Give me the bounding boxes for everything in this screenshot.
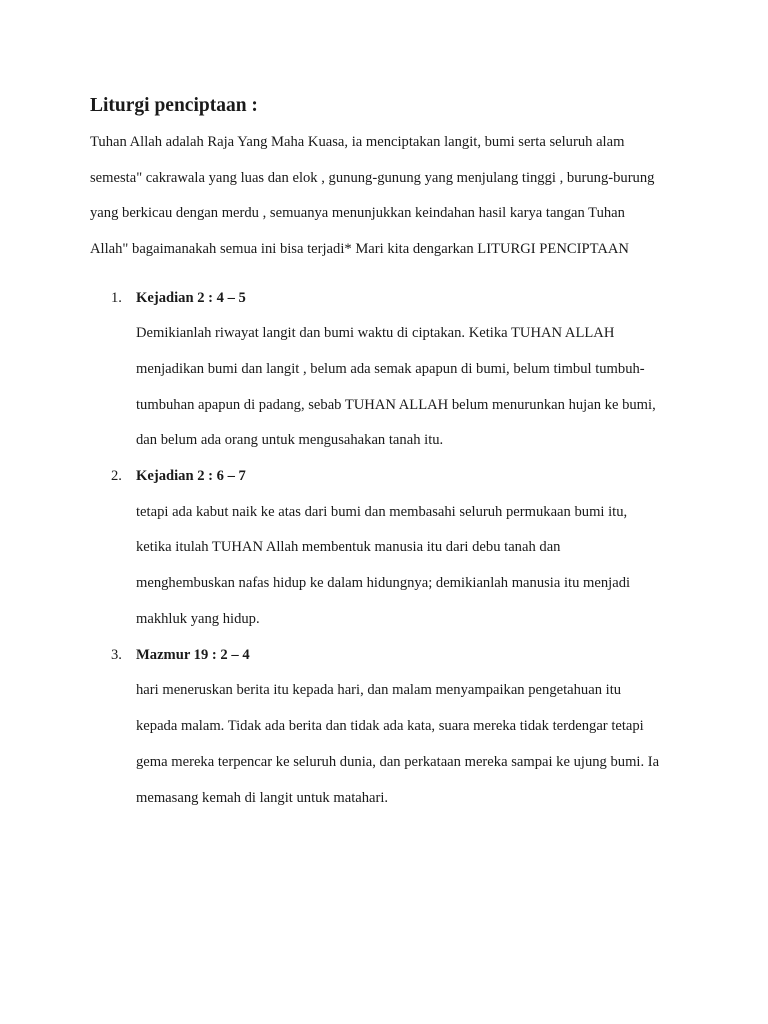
item-text-line: dan belum ada orang untuk mengusahakan tanah itu. (136, 432, 444, 448)
document-title: Liturgi penciptaan : (90, 95, 258, 116)
item-text-line: menghembuskan nafas hidup ke dalam hidungnya; demikianlah manusia itu menjadi (136, 575, 631, 591)
item-reference: Kejadian 2 : 4 – 5 (136, 290, 246, 306)
item-text-line: gema mereka terpencar ke seluruh dunia, dan perkataan mereka sampai ke ujung bumi. Ia (136, 754, 660, 770)
item-text-line: tetapi ada kabut naik ke atas dari bumi dan membasahi seluruh permukaan bumi itu, (136, 504, 628, 520)
item-text-line: hari meneruskan berita itu kepada hari, dan malam menyampaikan pengetahuan itu (136, 682, 622, 698)
item-text-line: Demikianlah riwayat langit dan bumi waktu di ciptakan. Ketika TUHAN ALLAH (136, 325, 615, 341)
item-reference: Kejadian 2 : 6 – 7 (136, 468, 246, 484)
item-text-line: tumbuhan apapun di padang, sebab TUHAN ALLAH belum menurunkan hujan ke bumi, (136, 397, 656, 413)
item-reference: Mazmur 19 : 2 – 4 (136, 647, 250, 663)
item-number: 3. (111, 647, 122, 663)
intro-line: Tuhan Allah adalah Raja Yang Maha Kuasa, ia menciptakan langit, bumi serta seluruh alam (90, 134, 625, 150)
intro-line: semesta" cakrawala yang luas dan elok , gunung-gunung yang menjulang tinggi , burung-burung (90, 170, 655, 186)
item-number: 1. (111, 290, 122, 306)
item-text-line: makhluk yang hidup. (136, 611, 260, 627)
item-text-line: ketika itulah TUHAN Allah membentuk manusia itu dari debu tanah dan (136, 539, 561, 555)
item-text-line: kepada malam. Tidak ada berita dan tidak ada kata, suara mereka tidak terdengar tetapi (136, 718, 644, 734)
item-text-line: memasang kemah di langit untuk matahari. (136, 790, 389, 806)
item-text-line: menjadikan bumi dan langit , belum ada semak apapun di bumi, belum timbul tumbuh- (136, 361, 645, 377)
item-number: 2. (111, 468, 122, 484)
intro-line: Allah" bagaimanakah semua ini bisa terjadi* Mari kita dengarkan LITURGI PENCIPTAAN (90, 241, 629, 257)
intro-line: yang berkicau dengan merdu , semuanya menunjukkan keindahan hasil karya tangan Tuhan (90, 205, 625, 221)
